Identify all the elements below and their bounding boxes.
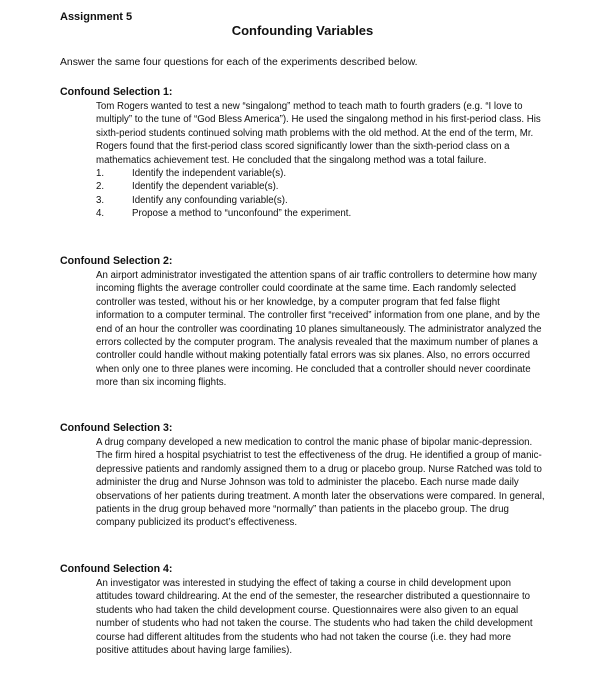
question-text: Identify any confounding variable(s). (132, 194, 288, 206)
confound-section-3 (60, 422, 546, 530)
question-number: 4. (96, 208, 105, 220)
section-heading: Confound Selection 1: (60, 86, 173, 98)
section-paragraph: Tom Rogers wanted to test a new “singalong” method to teach math to fourth graders (e.g. “I love to multiply” to the tune of “God Bless America”). He used the singalong method in his first-period class. His sixth-period students continued solving math problems with the old method. At the end of the term, Mr. Rogers found that the first-period class scored significantly lower than the sixth-period class on a mathematics achievement test. He concluded that the singalong method was a total failure. (96, 101, 541, 166)
section-heading: Confound Selection 4: (60, 563, 173, 575)
section-paragraph: A drug company developed a new medication to control the manic phase of bipolar manic-depression. The firm hired a hospital psychiatrist to test the effectiveness of the drug. He identified a group of manic-depressive patients and randomly assigned them to a drug or placebo group. Nurse Ratched was told to administer the drug and Nurse Johnson was told to administer the placebo. Each nurse made daily observations of her patients during treatment. A month later the observations were compared. In general, patients in the drug group behaved more “normally” than patients in the placebo group. The drug company publicized its product’s effectiveness. (96, 437, 545, 529)
question-number: 2. (96, 181, 105, 193)
section-body (96, 100, 546, 221)
question-text: Propose a method to “unconfound” the experiment. (132, 208, 352, 220)
section-paragraph: An investigator was interested in studying the effect of taking a course in child development upon attitudes toward childrearing. At the end of the semester, the researcher distributed a questionnaire to students who had taken the child development course. Questionnaires were also given to an equal number of students who had not taken the course. The students who had taken the child development course had different altitudes from the students who had not taken the course (i.e. they had more positive attitudes about having large families). (96, 578, 533, 657)
question-list (96, 167, 546, 221)
question-item (96, 180, 546, 193)
section-heading: Confound Selection 2: (60, 255, 173, 267)
confound-section-4 (60, 563, 546, 657)
section-paragraph: An airport administrator investigated the attention spans of air traffic controllers to determine how many incoming flights the average controller could coordinate at the same time. Each randomly selected controller was tested, without his or her knowledge, by a computer program that fed false flight information to a computer terminal. The controller first “received” information from one plane, and by the end of an hour the controller was coordinating 10 planes simultaneously. The administrator analyzed the errors collected by the computer program. The analysis revealed that the maximum number of planes a controller could handle without making potentially fatal errors was six planes. Also, no errors occurred when only one to three planes were incoming. He concluded that a controller should never coordinate more than six incoming flights. (96, 270, 542, 389)
assignment-label: Assignment 5 (60, 11, 133, 23)
instructions-text: Answer the same four questions for each of the experiments described below. (60, 57, 418, 68)
confound-section-1 (60, 86, 546, 221)
question-item (96, 207, 546, 220)
question-item (96, 167, 546, 180)
question-text: Identify the independent variable(s). (132, 168, 287, 180)
question-number: 1. (96, 168, 105, 180)
question-text: Identify the dependent variable(s). (132, 181, 279, 193)
page-title: Confounding Variables (231, 23, 374, 38)
section-heading: Confound Selection 3: (60, 422, 173, 434)
question-item (96, 194, 546, 207)
confound-section-2 (60, 255, 546, 390)
question-number: 3. (96, 194, 105, 206)
